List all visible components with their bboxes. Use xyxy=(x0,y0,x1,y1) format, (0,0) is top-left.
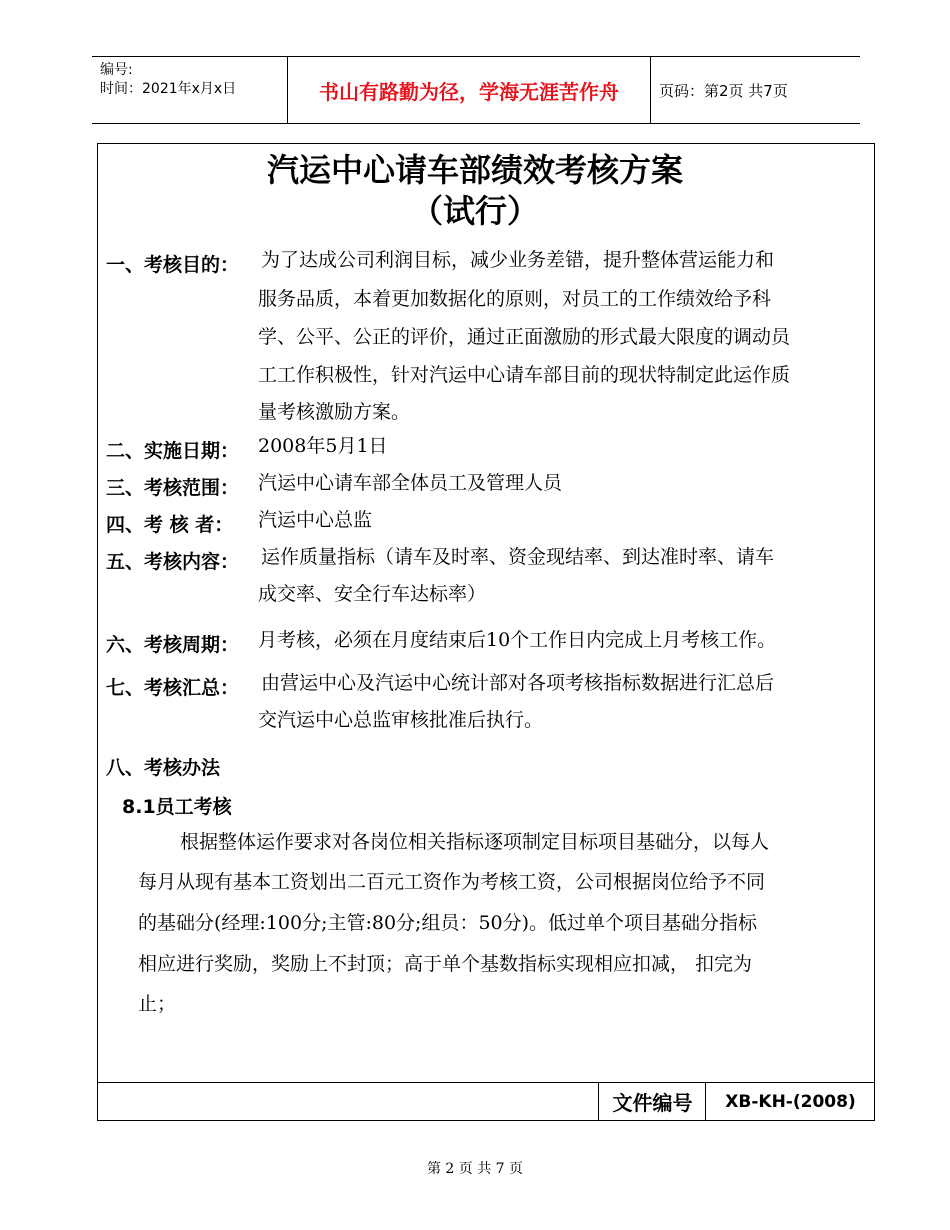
subsection-staff-line: 根据整体运作要求对各岗位相关指标逐项制定目标项目基础分，以每人 xyxy=(180,831,770,853)
document-time: 时间：2021年x月x日 xyxy=(100,81,237,97)
section-method-label: 八、考核办法 xyxy=(106,757,221,779)
section-assessor-value: 汽运中心总监 xyxy=(258,509,373,531)
document-number-label: 编号: xyxy=(100,62,133,78)
section-purpose-line: 工工作积极性，针对汽运中心请车部目前的现状特制定此运作质 xyxy=(258,364,791,386)
header-motto: 书山有路勤为径，学海无涯苦作舟 xyxy=(287,57,651,123)
section-content-line: 运作质量指标（请车及时率、资金现结率、到达准时率、请车 xyxy=(261,546,775,568)
section-purpose-line: 量考核激励方案。 xyxy=(258,401,411,423)
section-content-line: 成交率、安全行车达标率） xyxy=(258,583,487,605)
document-title: 汽运中心请车部绩效考核方案 xyxy=(266,151,683,189)
section-assessor-label: 四、考 核 者： xyxy=(106,514,234,536)
document-subtitle: （试行） xyxy=(410,192,539,230)
subsection-staff-line: 的基础分(经理:100分;主管:80分;组员：50分)。低过单个项目基础分指标 xyxy=(138,912,758,934)
document-id-row xyxy=(98,1082,874,1120)
section-scope-label: 三、考核范围： xyxy=(106,477,240,499)
document-id-label: 文件编号 xyxy=(598,1083,706,1120)
section-summary-line: 由营运中心及汽运中心统计部对各项考核指标数据进行汇总后 xyxy=(261,672,775,694)
section-summary-label: 七、考核汇总： xyxy=(106,677,240,699)
section-purpose-line: 学、公平、公正的评价，通过正面激励的形式最大限度的调动员 xyxy=(258,326,791,348)
section-purpose-line: 为了达成公司利润目标，减少业务差错，提升整体营运能力和 xyxy=(261,249,775,271)
section-cycle-label: 六、考核周期： xyxy=(106,634,240,656)
section-scope-value: 汽运中心请车部全体员工及管理人员 xyxy=(258,472,563,494)
section-date-label: 二、实施日期： xyxy=(106,440,240,462)
page-footer: 第 2 页 共 7 页 xyxy=(426,1161,524,1177)
subsection-staff-line: 止； xyxy=(138,993,177,1015)
section-purpose-line: 服务品质，本着更加数据化的原则，对员工的工作绩效给予科 xyxy=(258,288,772,310)
document-id-value: XB-KH-(2008) xyxy=(705,1083,875,1120)
section-purpose-label: 一、考核目的： xyxy=(106,254,240,276)
header-page-info: 页码：第2页 共7页 xyxy=(659,81,788,100)
header-meta xyxy=(92,57,287,123)
section-cycle-value: 月考核，必须在月度结束后10个工作日内完成上月考核工作。 xyxy=(258,629,777,651)
section-content-label: 五、考核内容： xyxy=(106,551,240,573)
section-summary-line: 交汽运中心总监审核批准后执行。 xyxy=(258,709,544,731)
subsection-staff-line: 每月从现有基本工资划出二百元工资作为考核工资，公司根据岗位给予不同 xyxy=(138,871,766,893)
section-date-value: 2008年5月1日 xyxy=(258,435,388,457)
page-header xyxy=(92,56,860,124)
subsection-staff-label: 8.1员工考核 xyxy=(122,796,232,818)
subsection-staff-line: 相应进行奖励，奖励上不封顶；高于单个基数指标实现相应扣减， 扣完为 xyxy=(138,953,753,975)
